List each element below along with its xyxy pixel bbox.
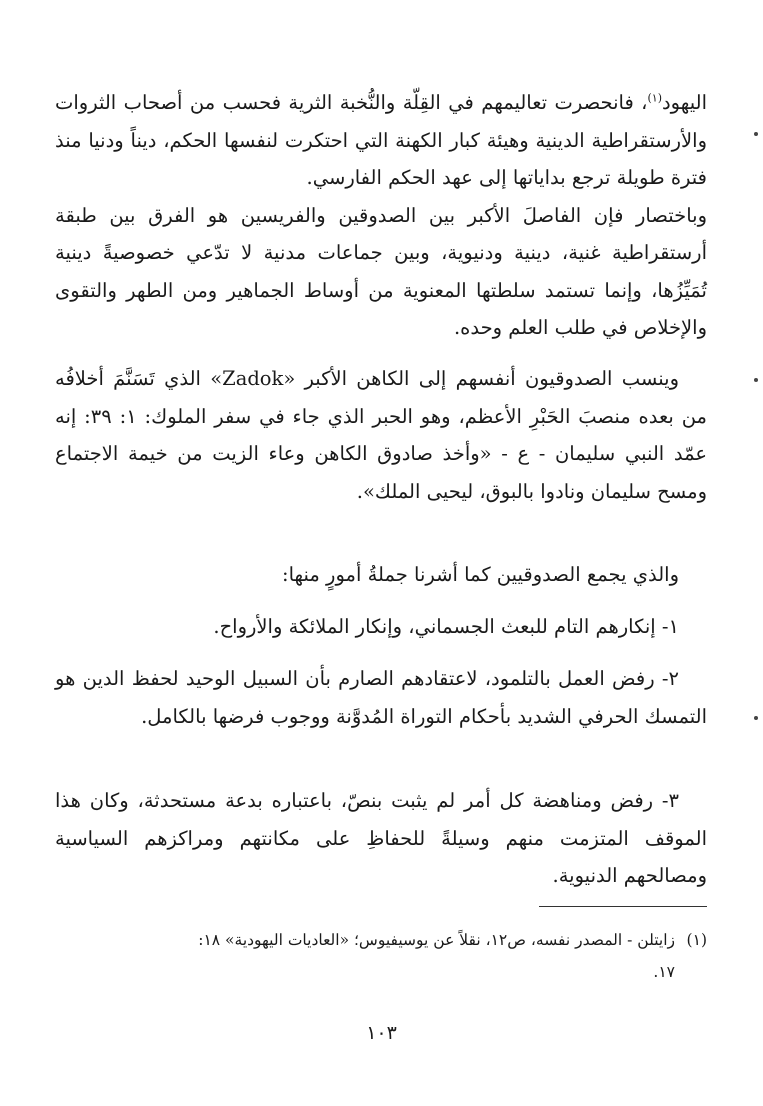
footnote-line-2: ١٧.: [653, 963, 675, 981]
paragraph-2: وباختصار فإن الفاصلَ الأكبر بين الصدوقين والفريسين هو الفرق بين طبقة أرستقراطية غنية، دينية ودنيوية، وبين جماعات مدنية لا تدّعي خصوصيةً دينية تُمَيِّزُها، وإنما تستمد سلطتها المعنوية من أوساط الجماهير ومن الطهر والتقوى والإخلاص في طلب العلم وحده.: [55, 203, 707, 339]
paragraph-1-and-2: [55, 84, 707, 347]
footnote: [55, 924, 707, 988]
scan-mark: [754, 716, 758, 720]
list-item-2-block: [55, 660, 707, 735]
paragraph-1: [55, 84, 707, 197]
footnote-line-1: زايتلن - المصدر نفسه، ص١٢، نقلاً عن يوسيفيوس؛ «العاديات اليهودية» ١٨:: [198, 931, 675, 949]
paragraph-4-block: [55, 556, 707, 594]
scan-mark: [754, 132, 758, 136]
footnote-divider: [539, 906, 707, 907]
footnote-reference: (١): [647, 91, 662, 105]
list-item-3: ٣- رفض ومناهضة كل أمر لم يثبت بنصّ، باعتباره بدعة مستحدثة، وكان هذا الموقف المتزمت منهم وسيلةً للحفاظِ على مكانتهم ومراكزهم السياسية ومصالحهم الدنيوية.: [55, 789, 707, 887]
scan-mark: [754, 378, 758, 382]
paragraph-4: والذي يجمع الصدوقيين كما أشرنا جملةُ أمورٍ منها:: [282, 563, 679, 586]
paragraph-3: وينسب الصدوقيون أنفسهم إلى الكاهن الأكبر «Zadok» الذي تَسَنَّمَ أخلافُه من بعده منصبَ الحَبْرِ الأعظم، وهو الحبر الذي جاء في سفر الملوك: ١: ٣٩: إنه عمّد النبي سليمان - ع - «وأخذ صادوق الكاهن وعاء الزيت من خيمة الاجتماع ومسح سليمان ونادوا بالبوق، ليحيى الملك».: [55, 367, 707, 503]
paragraph-3-block: [55, 360, 707, 510]
list-item-1-block: [55, 608, 707, 646]
list-item-3-block: [55, 782, 707, 895]
page-number: ١٠٣: [366, 1022, 397, 1044]
paragraph-1-intro: اليهود: [662, 91, 707, 114]
list-item-1: ١- إنكارهم التام للبعث الجسماني، وإنكار الملائكة والأرواح.: [213, 615, 679, 638]
footnote-number: (١): [686, 931, 707, 949]
list-item-2: ٢- رفض العمل بالتلمود، لاعتقادهم الصارم بأن السبيل الوحيد لحفظ الدين هو التمسك الحرفي الشديد بأحكام التوراة المُدوَّنة ووجوب فرضها بالكامل.: [55, 667, 707, 728]
paragraph-1-rest: ، فانحصرت تعاليمهم في القِلّة والنُّخبة الثرية فحسب من أصحاب الثروات والأرستقراطية الدينية وهيئة كبار الكهنة التي احتكرت لنفسها الحكم، ديناً ودنيا منذ فترة طويلة ترجع بداياتها إلى عهد الحكم الفارسي.: [55, 91, 707, 189]
